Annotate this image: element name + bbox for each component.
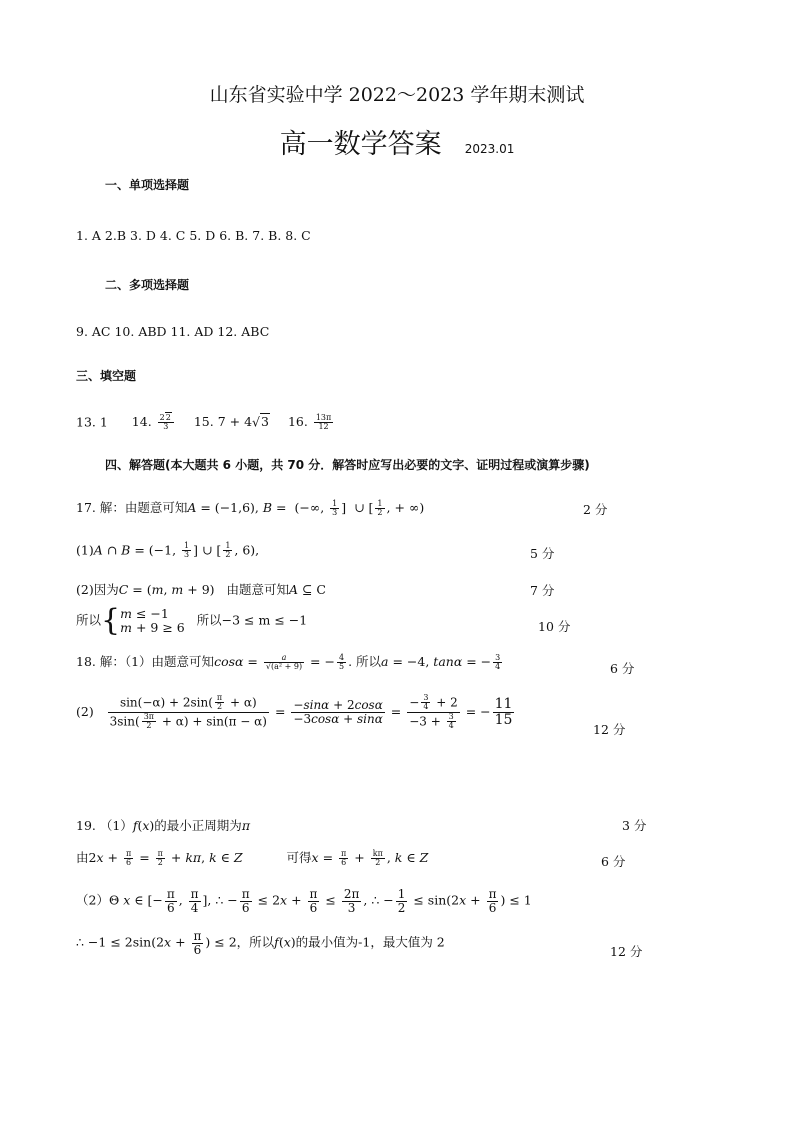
q18-line1-prefix: 18. 解：（1）由题意可知 — [76, 654, 215, 669]
q17-line4-prefix: 所以 — [76, 612, 102, 628]
exam-date: 2023.01 — [464, 142, 515, 156]
q17-line4: 所以{m ≤ −1 m + 9 ≥ 6 所以−3 ≤ m ≤ −1 — [76, 603, 308, 638]
q18-line1: 18. 解：（1）由题意可知cosα = $\frac{a}{\text{√(a² + 9)}}$ = − $\frac{4}{5}$ . 所以a = −4, tanα = − $\frac{3}{4}$ — [76, 652, 501, 671]
q13-answer: 13. 1 — [76, 414, 108, 430]
q19-score1: 3 分 — [622, 818, 647, 833]
section-multi-choice: 二、多项选择题 — [105, 278, 190, 292]
q17-line4-mid: 所以−3 ≤ m ≤ −1 — [196, 612, 308, 628]
q17-score4: 10 分 — [538, 619, 571, 634]
q19-line2-mid: 可得 — [286, 850, 312, 865]
school-title: 山东省实验中学 2022～2023 学年期末测试 — [209, 84, 585, 106]
q19-line3-prefix: （2） — [76, 892, 109, 908]
q17-score2: 5 分 — [530, 546, 555, 561]
q15-root: 3 — [261, 414, 269, 430]
q19-line4-text: ，所以 — [236, 934, 275, 950]
section-single-choice: 一、单项选择题 — [105, 178, 190, 192]
section-solutions: 四、解答题(本大题共 6 小题，共 70 分．解答时应写出必要的文字、证明过程或演算步骤) — [105, 458, 590, 472]
fill-blank-answers: 13. 1 14. $\frac{22}{3}$ 15. 7 + 4√3 16. $\frac{13\pi}{12}$ — [76, 413, 332, 432]
q18-line1-mid: 所以 — [356, 654, 382, 669]
q17-score1: 2 分 — [583, 502, 608, 517]
q18-score1: 6 分 — [610, 661, 635, 676]
q17-line1: 17. 解：由题意可知A = (−1,6), B = (−∞, $\frac{1}{3}$ ] ∪ [ $\frac{1}{2}$ , + ∞) — [76, 498, 425, 517]
q15-answer: 15. 7 + 4 — [193, 414, 253, 430]
q19-line2-prefix: 由 — [76, 850, 89, 865]
q17-line3-mid: 由题意可知 — [226, 582, 289, 597]
q17-line3-text: (2)因为 — [76, 582, 119, 597]
subject-title: 高一数学答案 — [279, 129, 442, 160]
q17-line1-text: 17. 解：由题意可知 — [76, 500, 188, 515]
q18-score2: 12 分 — [593, 722, 626, 737]
subject-title-row — [0, 122, 794, 161]
q14-fraction: $\frac{22}{3}$ — [158, 414, 174, 432]
multi-choice-answers: 9. AC 10. ABD 11. AD 12. ABC — [76, 324, 270, 339]
q19-score4: 12 分 — [610, 944, 643, 959]
q19-line3: （2）Θ x ∈ [− $\frac{\pi}{6}$ , $\frac{\pi}{4}$ ], ∴ − $\frac{\pi}{6}$ ≤ 2x + $\frac{\pi}{6}$ ≤ $\frac{2\pi}{3}$ , ∴ − $\frac{1}{2}$ ≤ sin(2x + $\frac{\pi}{6}$ ) ≤ 1 — [76, 887, 532, 915]
q19-line1-text: 的最小正周期为 — [154, 818, 242, 833]
q14-label: 14. — [131, 414, 152, 430]
section-fill-blank: 三、填空题 — [76, 369, 137, 383]
q17-line2-prefix: (1) — [76, 542, 94, 558]
q19-line2: 由2x + $\frac{\pi}{6}$ = $\frac{\pi}{2}$ + kπ, k ∈ Z 可得x = $\frac{\pi}{6}$ + $\frac{k\pi}{2}$ , k ∈ Z — [76, 848, 429, 867]
q17-line2: (1)A ∩ B = (−1, $\frac{1}{3}$ ] ∪ [ $\frac{1}{2}$ , 6), — [76, 541, 260, 560]
q19-line4-text2: 的最小值为-1，最大值为 2 — [295, 934, 445, 950]
q19-line1: 19. （1）f(x)的最小正周期为π — [76, 818, 251, 833]
q18-line2: (2) sin(−α) + 2sin( $\frac{\pi}{2}$ + α) 3sin( $\frac{3\pi}{2}$ + α) + sin(π − α) = $\frac{-\sin\alpha + 2\cos\alpha}{-3\cos\alpha + \sin\alpha}$ = − $\frac{3}{4}$ + 2 −3 + $\frac{3}{4}$ = − $\frac{11}{15}$ — [76, 693, 513, 731]
q19-line4: ∴ −1 ≤ 2sin(2x + $\frac{\pi}{6}$ ) ≤ 2，所以f(x)的最小值为-1，最大值为 2 — [76, 929, 445, 957]
q16-label: 16. — [287, 414, 308, 430]
single-choice-answers: 1. A 2.B 3. D 4. C 5. D 6. B. 7. B. 8. C — [76, 228, 311, 243]
q18-line2-prefix: (2) — [76, 703, 94, 719]
q19-score2: 6 分 — [601, 854, 626, 869]
q17-line3: (2)因为C = (m, m + 9) 由题意可知A ⊆ C — [76, 582, 326, 597]
q16-fraction: $\frac{13\pi}{12}$ — [315, 413, 332, 432]
q17-score3: 7 分 — [530, 583, 555, 598]
q19-line1-prefix: 19. （1） — [76, 818, 133, 833]
